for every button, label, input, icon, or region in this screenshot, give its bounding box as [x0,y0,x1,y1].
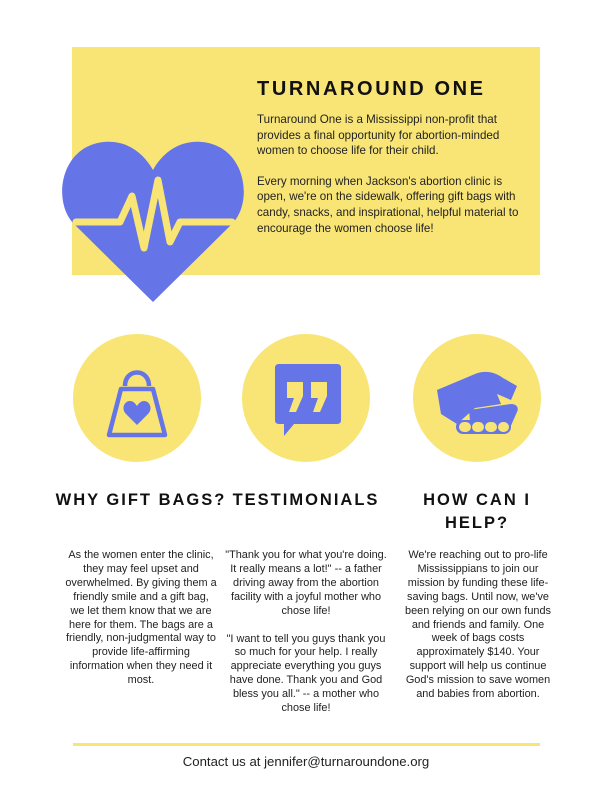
footer-divider [73,743,540,746]
how-can-i-help-text [402,549,554,716]
testimonials-text [222,549,390,730]
testimonial-quote: "I want to tell you guys thank you so much for your help. I really appreciate everything you guys have done. Thank you and God bless you all." -- a mother who chose life! [226,632,386,715]
hero-title: TURNAROUND ONE [257,78,486,100]
column-paragraph: We're reaching out to pro-life Mississippians to join our mission by funding these life-saving bags. Until now, we've been relying on our own funds and friends and family. One week of bags costs approximately $140. Your support will help us continue God's mission to save women and babies from abortion. [405,549,551,701]
why-gift-bags-text [65,549,217,702]
why-gift-bags-title: WHY GIFT BAGS? [55,491,227,509]
how-can-i-help-title: HOW CAN I HELP? [423,491,531,532]
column-paragraph: As the women enter the clinic, they may feel upset and overwhelmed. By giving them a friendly smile and a gift bag, we let them know that we are here for them. The bags are a friendly, non-judgmental way to provide life-affirming information when they need it most. [65,549,217,687]
helping-hand-circle [413,334,541,462]
contact-line: Contact us at jennifer@turnaroundone.org [182,754,430,769]
testimonial-quote: "Thank you for what you're doing. It really means a lot!" -- a father driving away from the abortion facility with a joyful mother who chose life! [225,549,387,617]
testimonials-title: TESTIMONIALS [232,491,380,509]
hero-paragraph: Turnaround One is a Mississippi non-profit that provides a final opportunity for abortion-minded women to choose life for their child. [257,113,500,158]
heart-heartbeat-icon [62,124,244,306]
hero-paragraph: Every morning when Jackson's abortion clinic is open, we're on the sidewalk, offering gift bags with candy, snacks, and inspirational, helpful material to encourage the women choose life! [257,174,519,235]
quote-speech-bubble-icon [242,334,370,462]
testimonials-circle [242,334,370,462]
gift-bag-circle [73,334,201,462]
hero-description [257,112,529,251]
gift-bag-heart-icon [73,334,201,462]
helping-hand-icon [413,334,541,462]
